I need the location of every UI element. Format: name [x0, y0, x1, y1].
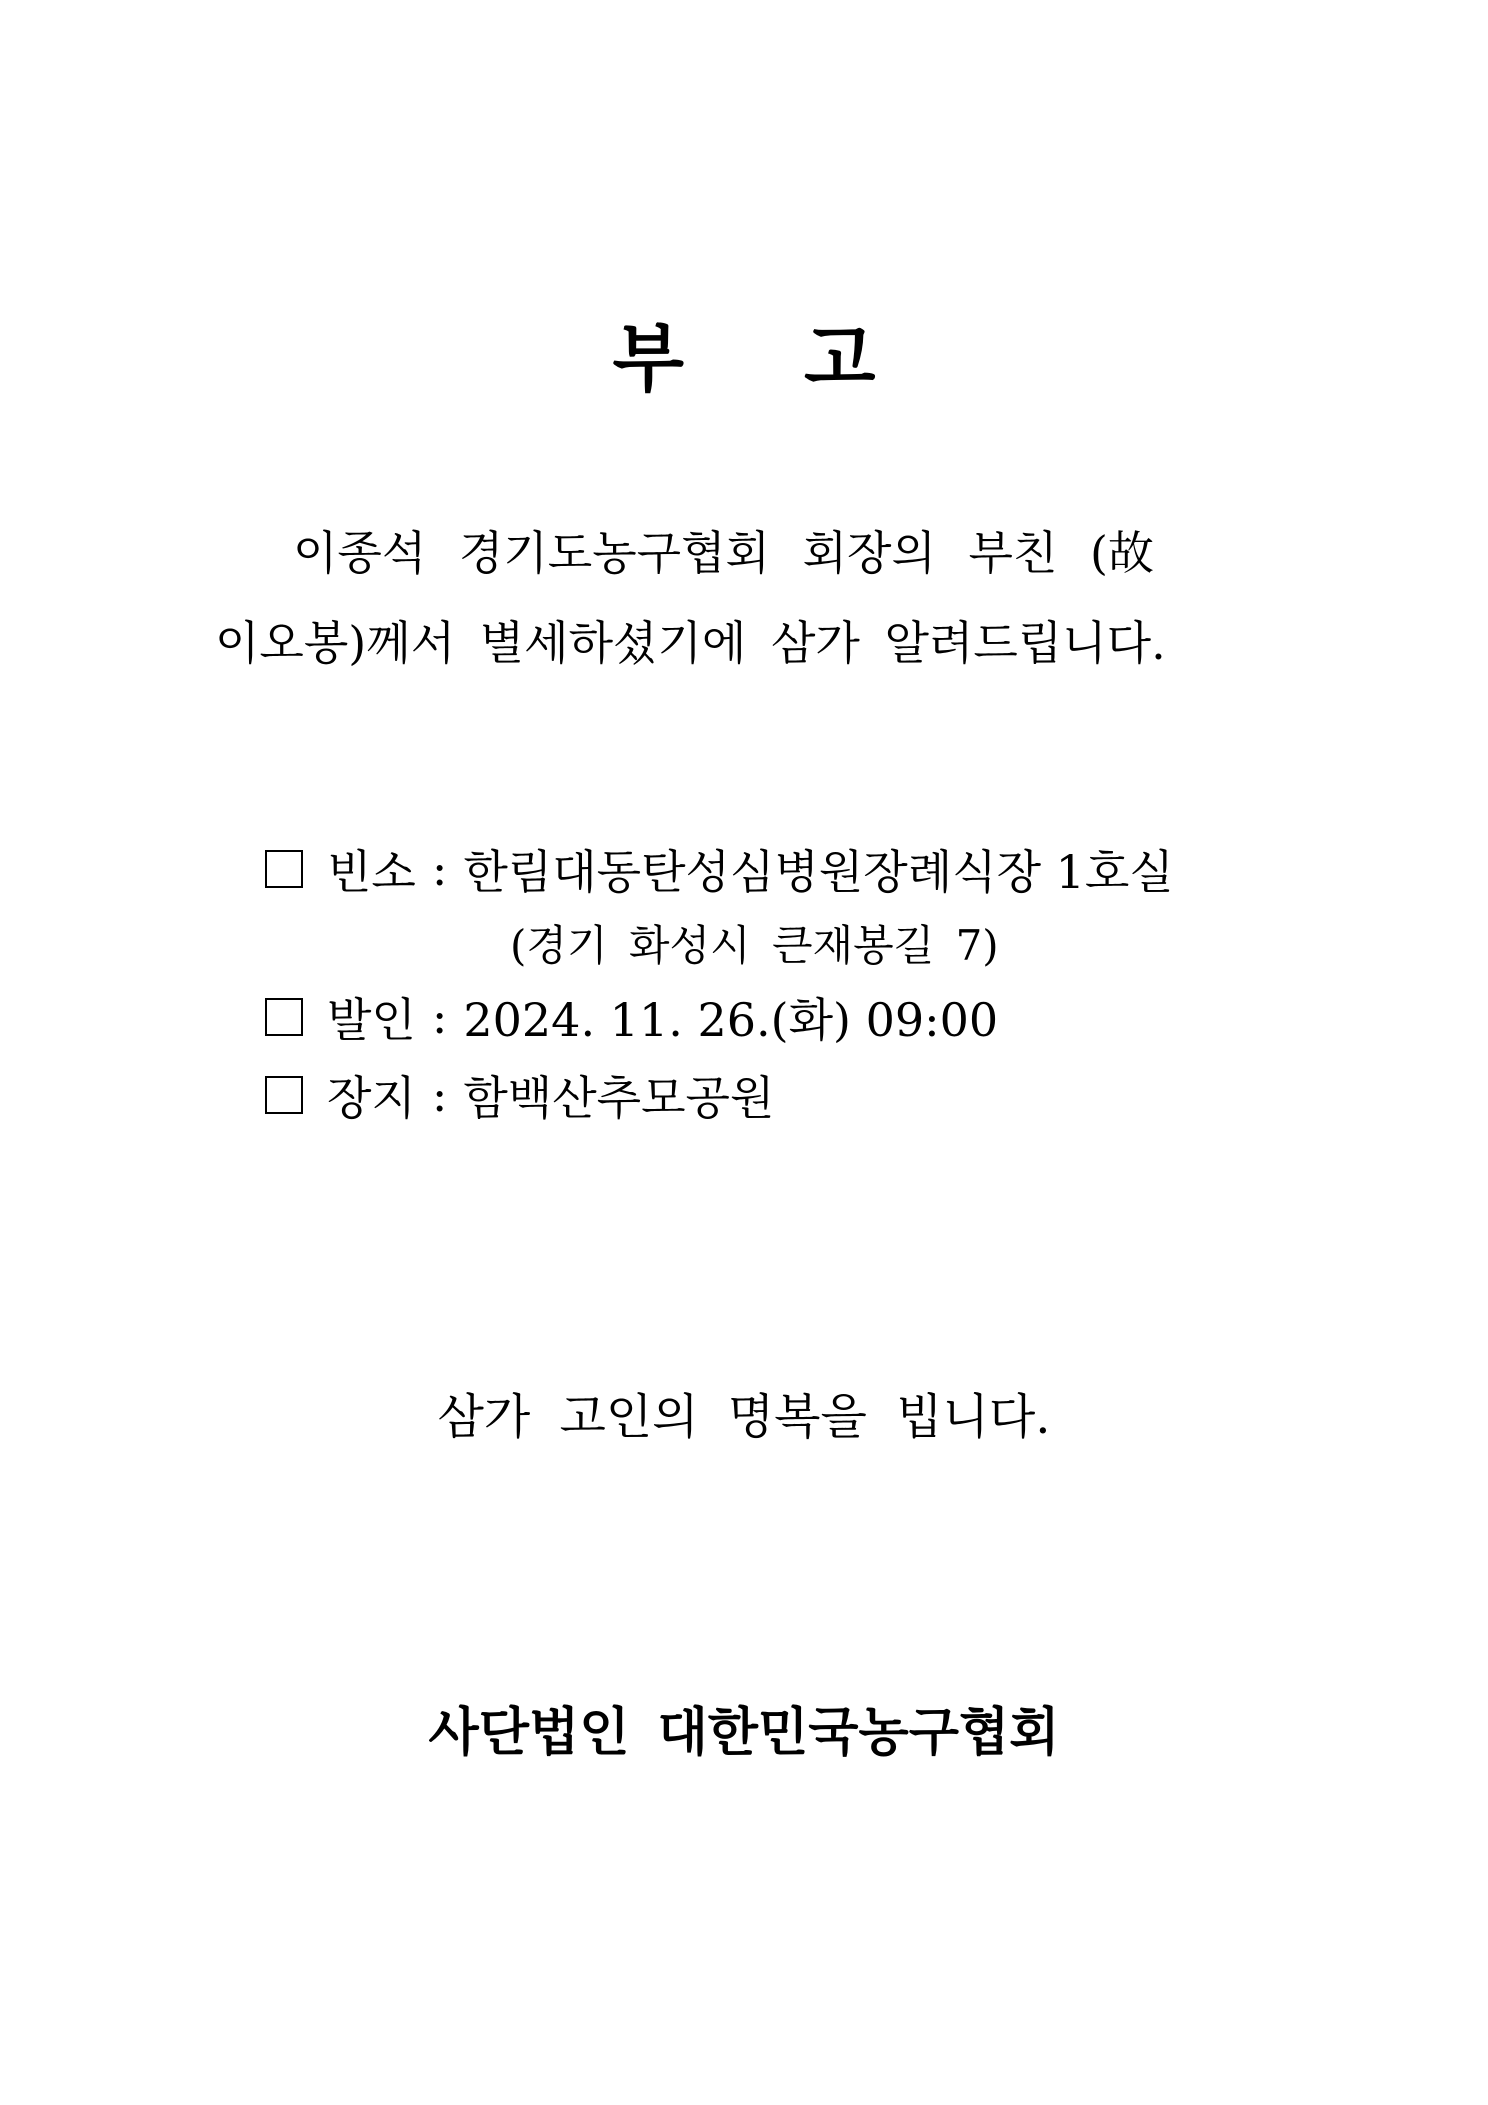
document-title: [0, 300, 1488, 406]
title-char-2: 고: [804, 316, 876, 402]
announcement-line-1: 이종석 경기도농구협회 회장의 부친 (故: [293, 526, 1154, 580]
funeral-hall-separator: :: [431, 842, 448, 896]
funeral-details: [265, 830, 1285, 1134]
departure-value: 2024. 11. 26.(화) 09:00: [463, 993, 999, 1047]
checkbox-icon: [265, 1076, 303, 1114]
funeral-hall-address: (경기 화성시 큰재봉길 7): [510, 921, 999, 970]
burial-label: 장지: [327, 1071, 416, 1125]
announcement-line-2: 이오봉)께서 별세하셨기에 삼가 알려드립니다.: [215, 616, 1166, 670]
departure-label: 발인: [327, 993, 416, 1047]
departure-row: [265, 978, 1285, 1056]
funeral-hall-label: 빈소: [327, 845, 416, 899]
funeral-hall-row: [265, 830, 1285, 908]
burial-value: 함백산추모공원: [463, 1071, 775, 1125]
departure-separator: :: [431, 990, 448, 1044]
burial-separator: :: [431, 1068, 448, 1122]
checkbox-icon: [265, 998, 303, 1036]
funeral-hall-value: 한림대동탄성심병원장례식장 1호실: [463, 845, 1174, 899]
burial-row: [265, 1056, 1285, 1134]
organization-name: 사단법인 대한민국농구협회: [428, 1702, 1060, 1763]
announcement-paragraph: [215, 508, 1275, 688]
checkbox-icon: [265, 850, 303, 888]
condolence-message: 삼가 고인의 명복을 빕니다.: [437, 1389, 1051, 1445]
title-char-1: 부: [612, 316, 684, 402]
